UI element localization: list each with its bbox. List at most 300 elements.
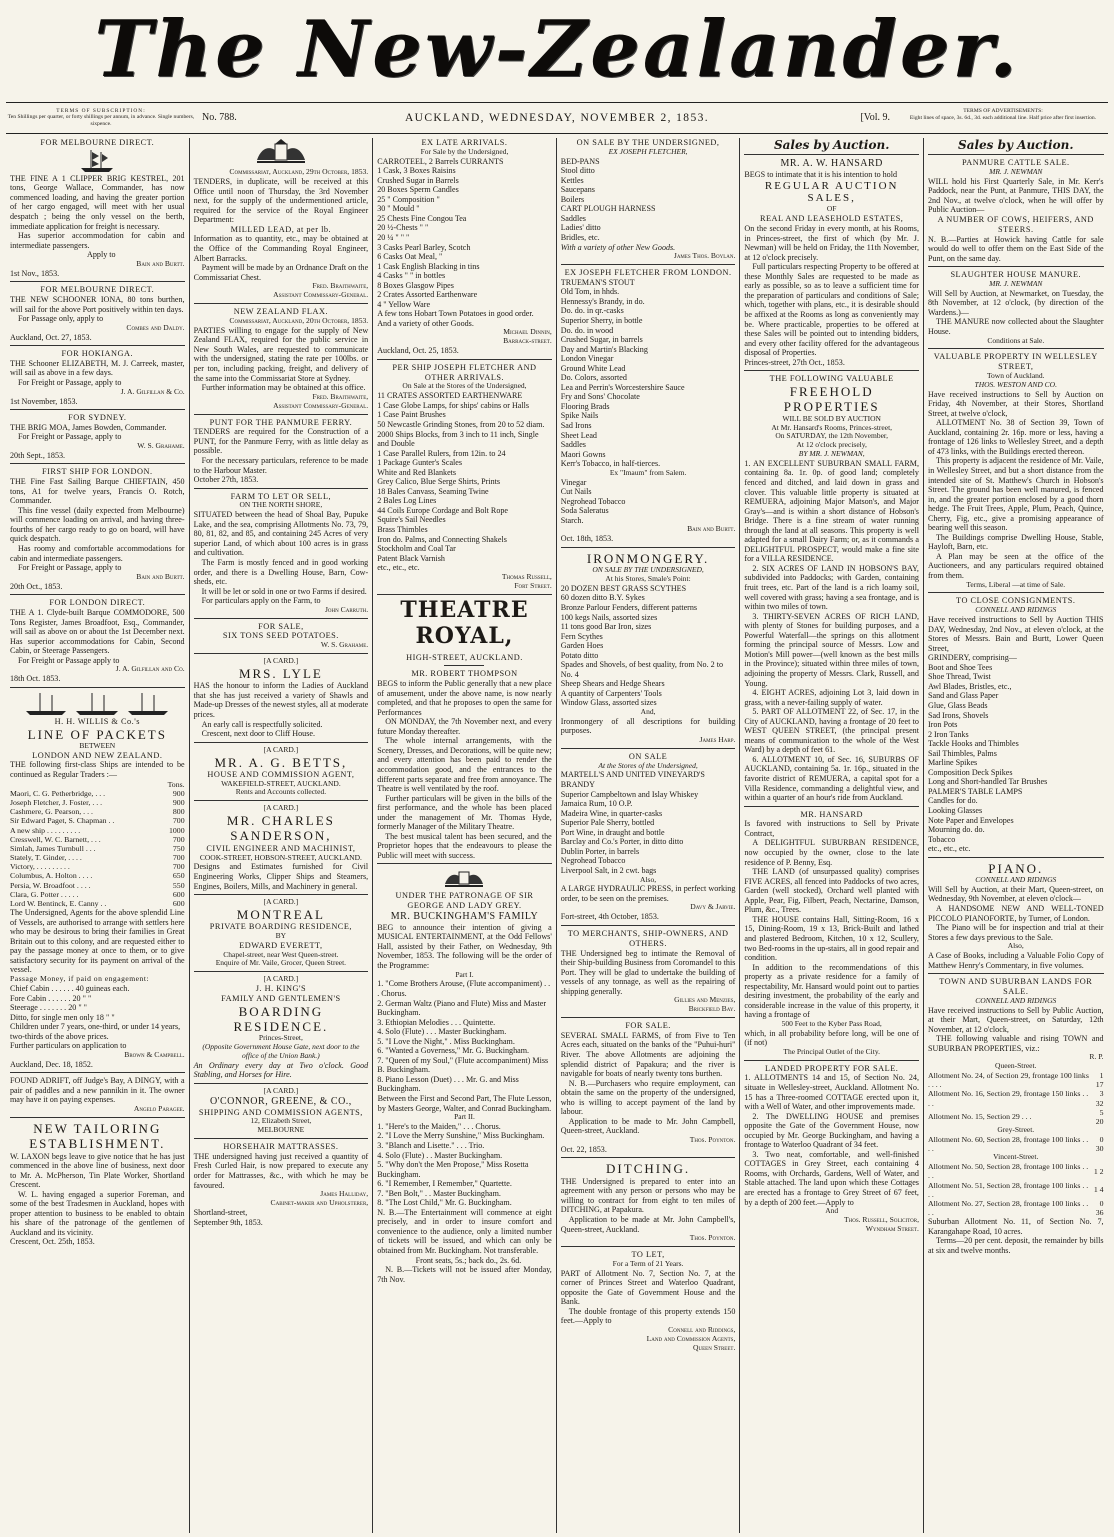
ad-place: Commissariat, Auckland, 20th October, 1853. — [229, 315, 369, 325]
ad-signature: Connell and Riddings, — [668, 1324, 736, 1334]
goods-list — [561, 478, 736, 526]
ad-body: THE NEW SCHOONER IONA, 80 tons burthen, will sail for the above Port positively within ten days. — [10, 294, 185, 314]
columns — [6, 138, 1108, 1533]
divider — [194, 1138, 369, 1139]
section-heading-sales-by-auction: Sales by Auction. — [928, 138, 1104, 155]
ad-piano — [928, 861, 1104, 970]
ad-body: For particulars apply on the Farm, to — [201, 596, 321, 606]
program-interval: Between the First and Second Part, The Flute Lesson, by Masters George, Walter, and Conrad Buckingham. — [377, 1093, 552, 1113]
ad-body: SIX TONS SEED POTATOES. — [222, 631, 339, 641]
ad-signature: James Harp. — [699, 734, 736, 744]
ad-melbourne-iona — [10, 285, 185, 342]
row-label: Allotment No. 16, Section 29, frontage 150 links . . . . — [927, 1089, 1089, 1108]
ad-body: THE HOUSE contains Hall, Sitting-Room, 16 x 15, Dining-Room, 19 x 13, Brick-Built and lathed and plastered Bedroom, Kitchen, 10 x 12, Scullery, two Bed-rooms in the up-stairs, all in good repair and condition. — [744, 914, 919, 963]
goods-item: 4 Casks " " in bottles — [377, 271, 446, 281]
ad-body: THE following valuable and rising TOWN and SUBURBAN PROPERTIES, viz.: — [927, 1034, 1104, 1053]
divider — [377, 863, 552, 864]
ad-signature: Thos. Poynton. — [689, 1233, 736, 1243]
goods-item: Liverpool Salt, in 2 cwt. bags — [560, 865, 657, 875]
column-5 — [740, 138, 924, 1533]
divider — [10, 345, 185, 346]
goods-item: Ground White Lead — [560, 363, 626, 373]
ad-note: With a variety of other New Goods. — [560, 242, 676, 252]
ad-body: Have received instructions to Sell by Auction THIS DAY, Wednesday, 2nd Nov., at eleven o'clock, at the Stores of Messrs. Bain and Burtt, Lower Queen Street, — [927, 615, 1104, 653]
table-row — [10, 890, 185, 899]
ad-body: Application to be made to Mr. John Campbell, Queen-street, Auckland. — [560, 1116, 736, 1136]
row-label: Allotment No. 60, Section 28, frontage 100 links . . . . — [927, 1135, 1089, 1154]
ad-betts — [194, 746, 369, 798]
divider — [928, 266, 1104, 267]
ad-body: A Plan may be seen at the office of the Auctioneers, and any particulars required obtained from them. — [927, 551, 1104, 581]
lot-item: 6. ALLOTMENT 10, of Sec. 16, SUBURBS OF AUCKLAND, containing 5a. 1r. 16p., situated in the favorite district of REMUERA, a capital spot for a Villa Residence, commanding a delightful view, and within a quarter of an hour's ride from Auckland. — [744, 754, 919, 803]
ad-signature: Assistant Commissary-General. — [273, 290, 369, 300]
ad-subheading: At Mr. Hansard's Rooms, Princes-street, — [771, 422, 893, 432]
ad-heading: HORSEHAIR MATTRASSES. — [223, 1142, 339, 1152]
ad-london-commodore — [10, 598, 185, 684]
divider — [744, 806, 919, 807]
ad-subheading: On Sale at the Stores of the Undersigned, — [402, 381, 527, 391]
goods-item: Day and Martin's Blacking — [560, 344, 648, 354]
fare-item: Children under 7 years, one-third, or under 14 years, two-thirds of the above prices. — [10, 1022, 181, 1041]
ad-body: BEGS to intimate that it is his intention to hold — [744, 169, 898, 179]
table-row — [10, 862, 185, 871]
lot-item: 2. The DWELLING HOUSE and premises opposite the Gate of the Government House, now occupied by Mr. George Buckingham, and having a frontage to Waterloo Quadrant of 34 feet. — [744, 1111, 919, 1150]
ad-body: For Freight or Passage apply to — [18, 655, 120, 665]
goods-item: etc., etc., etc. — [927, 844, 971, 854]
card-label: [A CARD.] — [263, 744, 299, 754]
ad-date: Princes-street, 27th Oct., 1853. — [744, 357, 845, 367]
table-row — [928, 1135, 1104, 1153]
ad-london-chieftain — [10, 467, 185, 591]
goods-item: 25 " Composition " — [377, 194, 440, 204]
advertisement-terms-heading: TERMS OF ADVERTISEMENTS: — [963, 108, 1043, 114]
goods-item: Sand and Glass Paper — [927, 691, 999, 701]
ad-body: THE FINE A 1 CLIPPER BRIG KESTREL, 201 tons, George Wallace, Commander, has now commenced loading, and having the greater portion of her cargo engaged, will meet with her usual despatch ; being the only vessel on the berth, immediate application for freight is necessary. — [10, 173, 185, 231]
ad-signature: Bain and Burtt. — [687, 524, 736, 534]
ad-heading: FOR SYDNEY. — [68, 413, 127, 423]
ad-body: W. LAXON begs leave to give notice that he has just commenced in the above line of business, next door to Mr. A. McPherson, Tin Plate Worker, Shortland Crescent. — [10, 1151, 185, 1190]
ad-date: 20th Sept., 1853. — [10, 450, 66, 460]
goods-item: A quantity of Carpenters' Tools — [560, 688, 662, 698]
ad-body: THE Undersigned beg to intimate the Removal of their Ship-building Business from Coromandel to this Port. They will be glad to undertake the building of vessels of any tonnage, as well as the repairing of shipping generally. — [560, 948, 736, 996]
table-row — [10, 871, 185, 880]
ad-body: An Ordinary every day at Two o'clock. Good Stabling, and Horses for Hire. — [193, 1060, 369, 1080]
program-item: 5. "I Love the Night," . Miss Buckingham. — [377, 1036, 515, 1046]
ad-joseph-fletcher-arrivals — [377, 363, 552, 591]
ad-heading: J. H. KING'S — [255, 984, 307, 994]
ad-signature: Bain and Burtt. — [136, 571, 185, 581]
ad-heading: O'CONNOR, GREENE, & CO., — [209, 1095, 352, 1107]
table-row — [10, 807, 185, 816]
ad-body: Have received instructions to Sell by Auction on Friday, 4th November, at their Stores, Shortland Street, at twelve o'clock, — [927, 389, 1104, 418]
divider — [377, 359, 552, 360]
ad-signature: Cabinet-maker and Upholsterer, — [270, 1198, 369, 1208]
ad-heading: FIRST SHIP FOR LONDON. — [42, 467, 153, 477]
goods-item: Sad Irons — [560, 421, 592, 431]
ad-freehold-properties — [744, 374, 919, 802]
ad-prices: Front seats, 5s.; back do., 2s. 6d. — [415, 1255, 522, 1265]
goods-item: 1 Case Parallel Rulers, from 12in. to 24 — [377, 448, 506, 458]
divider — [928, 857, 1104, 858]
row-label: Sir Edward Paget, S. Chapman . . — [10, 816, 115, 826]
ad-subheading: CONNELL AND RIDINGS — [975, 875, 1057, 885]
ad-body: The best musical talent has been secured, and the Proprietor hopes that the endeavours to please the Public will meet with success. — [377, 831, 552, 860]
ad-heading: UNDER THE PATRONAGE OF SIR GEORGE AND LADY GREY. — [395, 891, 534, 911]
row-value: 0 30 — [1095, 1135, 1104, 1154]
ad-milled-lead — [194, 138, 369, 300]
ad-body: THE following first-class Ships are intended to be continued as Regular Traders :— — [10, 760, 185, 780]
divider — [10, 687, 185, 688]
ad-subheading: At his Stores, Smale's Point: — [605, 574, 691, 584]
divider — [194, 653, 369, 654]
ad-signature: Michael Dinnin, — [503, 327, 552, 337]
ad-address: (Opposite Government House Gate, next door to the office of the Union Bank.) — [202, 1042, 360, 1061]
divider — [10, 281, 185, 282]
ad-town-suburban-lands — [928, 977, 1104, 1255]
ad-body: THE Undersigned is prepared to enter into an agreement with any person or persons who may be willing to contract for from eight to ten miles of DITCHING, at Papakura. — [560, 1176, 736, 1215]
ad-body: SEVERAL SMALL FARMS, of from Five to Ten Acres each, situated on the banks of the "Puhui-huri" River. The above Allotments are adjoining the splendid district of Papakura; and the river is navigable for boats of nearly twenty tons burthen. — [560, 1030, 736, 1079]
ad-body: Will Sell by Auction, at Newmarket, on Tuesday, the 8th November, at 12 o'clock, (by direction of the Wardens.)— — [927, 288, 1104, 317]
ad-sydney — [10, 413, 185, 460]
ad-signature: Gillies and Menzies, — [674, 995, 736, 1005]
ad-note: Terms, Liberal —at time of Sale. — [966, 579, 1066, 589]
ad-heading: EX JOSEPH FLETCHER FROM LONDON. — [564, 268, 732, 278]
row-value: 650 — [172, 871, 185, 881]
ad-signature: W. S. Grahame. — [320, 640, 369, 650]
goods-item: Madeira Wine, in quarter-casks — [560, 808, 663, 818]
ad-owner: H. H. WILLIS & Co.'s — [54, 716, 140, 726]
divider — [928, 348, 1104, 349]
ad-body: For Freight or Passage, apply to — [18, 432, 122, 442]
program-list — [377, 1122, 552, 1208]
street-heading: Queen-Street. — [995, 1061, 1037, 1071]
row-value: 1 4 — [1093, 1185, 1104, 1195]
ad-body: Further information may be obtained at this office. — [201, 383, 366, 393]
ad-signature: Brown & Campbell. — [124, 1049, 185, 1059]
ad-body: A HANDSOME NEW AND WELL-TONED PICCOLO PIANOFORTE, by Turner, of London. — [927, 903, 1104, 923]
ad-heading: PIANO. — [988, 860, 1044, 876]
ad-subheading: For a Term of 21 Years. — [612, 1258, 684, 1268]
ad-note: Conditions at Sale. — [987, 335, 1045, 345]
goods-item: Composition Deck Spikes — [927, 767, 1013, 777]
ad-subheading: WILL BE SOLD BY AUCTION — [782, 413, 881, 423]
ad-body: THE undersigned having just received a quantity of Fresh Curled Hair, is now prepared to execute any order for Mattrasses, &c., with which he may be favoured. — [193, 1151, 369, 1190]
ad-signature: Fred. Braithwaite, — [312, 281, 369, 291]
ad-subheading: REAL AND LEASEHOLD ESTATES, — [759, 214, 904, 224]
ad-body: For the necessary particulars, reference to be made to the Harbour Master. — [193, 456, 369, 475]
ad-subheading: CONNELL AND RIDINGS — [975, 605, 1057, 615]
ad-address: MELBOURNE — [257, 1125, 305, 1135]
goods-item: 100 kegs Nails, assorted sizes — [560, 612, 658, 622]
ad-body: THE BRIG MOA, James Bowden, Commander. — [10, 422, 167, 432]
ad-body: SITUATED between the head of Shoal Bay, Pupuke Lake, and the sea, comprising Allotments No. 73, 79, 80, 81, 82, and 85, and containing 245 Acres of very superior Land, of which about 100 acres is in grass and cultivation. — [193, 510, 369, 558]
table-row — [10, 853, 185, 862]
ad-heading: MR. A. G. BETTS, — [214, 754, 348, 770]
divider — [194, 488, 369, 489]
goods-item: Iron do. Palms, and Connecting Shakels — [377, 534, 507, 544]
lots-list — [744, 459, 919, 803]
goods-item: Note Paper and Envelopes — [927, 815, 1014, 825]
row-value: 550 — [172, 880, 185, 890]
street-heading: Grey-Street. — [997, 1125, 1035, 1135]
goods-item: Garden Hoes — [560, 641, 604, 651]
program-item: 1. "Here's to the Maiden," . . . Chorus. — [377, 1121, 501, 1131]
ad-subheading: For Sale by the Undersigned, — [420, 146, 509, 156]
ad-wellesley-property — [928, 352, 1104, 589]
ad-date: Auckland, Dec. 18, 1852. — [10, 1059, 93, 1069]
ad-body: Application to be made at Mr. John Campbell's, Queen-street, Auckland. — [560, 1214, 736, 1234]
issue-number: No. 788. — [202, 112, 237, 123]
goods-item: Stool ditto — [560, 166, 595, 176]
program-part: Part I. — [455, 969, 474, 979]
ad-montreal — [194, 898, 369, 968]
ad-body: Information as to quantity, etc., may be obtained at the Office of the Commanding Royal Engineer, Albert Barracks. — [193, 234, 369, 263]
goods-item: Spike Nails — [560, 411, 599, 421]
goods-item: Bronze Parlour Fenders, different patterns — [560, 602, 698, 612]
ad-heading: PER SHIP JOSEPH FLETCHER AND OTHER ARRIVALS. — [392, 362, 537, 382]
goods-item: Cut Nails — [560, 487, 592, 497]
ad-signature: Barrack-street. — [503, 336, 552, 346]
ad-body: Designs and Estimates furnished for Civil Engineering Works, Clipper Ships and Steamers, Engines, Boilers, Mills, and Machinery in general. — [193, 862, 369, 891]
goods-item: Dublin Porter, in barrels — [560, 846, 640, 856]
ad-body: On the second Friday in every month, at his Rooms, in Princes-street, the first of which (by Mr. J. Newman) will be held on Friday, the 11th November, at 12 o'clock precisely. — [744, 224, 919, 262]
goods-item: Saddles — [560, 440, 586, 450]
ad-subheading: CIVIL ENGINEER AND MACHINIST, — [206, 843, 356, 853]
row-value: 1 2 — [1093, 1166, 1104, 1176]
goods-item: Starch. — [560, 515, 584, 525]
lot-item: 1. ALLOTMENTS 14 and 15, of Section No. 24, situate in Wellesley-street, Auckland. Allotment No. 15 has a Three-roomed COTTAGE erected upon it, with a Well of Water, and other improvements made. — [744, 1073, 919, 1112]
goods-item: 1 Case Paint Brushes — [377, 410, 446, 420]
ad-signature: W. S. Grahame. — [137, 440, 185, 450]
goods-item: And a variety of other Goods. — [377, 318, 474, 328]
column-2 — [190, 138, 374, 1533]
royal-crest-icon — [253, 138, 309, 166]
goods-item: 3 Casks Pearl Barley, Scotch — [377, 242, 471, 252]
advertisement-terms-text: Eight lines of space, 3s. 6d., 3d. each additional line. Half price after first insertion. — [909, 114, 1097, 121]
goods-item: Old Tom, in hhds. — [560, 287, 620, 297]
ad-signature: Davy & Jarvie. — [690, 902, 736, 912]
goods-item: 2 Bales Log Lines — [377, 496, 437, 506]
goods-item: 2000 Ships Blocks, from 3 inch to 11 inch, Single and Double — [377, 429, 539, 449]
ad-heading: FOR MELBOURNE DIRECT. — [40, 285, 155, 295]
ad-signature: Fort Street. — [514, 580, 552, 590]
divider — [10, 1072, 185, 1073]
goods-item: 50 Newcastle Grinding Stones, from 20 to 52 diam. — [377, 419, 545, 429]
ad-body: THE MANURE now collected about the Slaughter House. — [927, 317, 1104, 336]
divider — [194, 303, 369, 304]
goods-item: Spades and Shovels, of best quality, from No. 2 to No. 4 — [560, 660, 724, 679]
ad-body: TENDERS are required for the Construction of a PUNT, for the Panmure Ferry, with as little delay as possible. — [193, 427, 369, 456]
ad-ditching — [561, 1161, 736, 1243]
ad-ironmongery — [561, 551, 736, 745]
goods-item: Crushed Sugar, in barrels — [560, 335, 643, 345]
column-1 — [6, 138, 190, 1533]
goods-item: 6 Casks Oat Meal, " — [377, 252, 443, 262]
lot-item: 3. THIRTY-SEVEN ACRES OF RICH LAND, with plenty of Stones for building purposes, and a Powerful Waterfall—the springs on this allotment forming the principal source of Messrs. Low and Motion's Mill power—(well known as the best mills in the Province); situated within three miles of town, adjoining the property of Messrs. Clark, Russell, and Young. — [744, 611, 919, 688]
goods-item: Superior Campbeltown and Islay Whiskey — [560, 789, 699, 799]
ad-address: WAKEFIELD-STREET, AUCKLAND. — [221, 778, 341, 788]
card-label: [A CARD.] — [263, 1086, 299, 1096]
divider — [10, 409, 185, 410]
divider — [744, 370, 919, 371]
allotments-table — [928, 1135, 1104, 1153]
ad-date: Oct. 22, 1853. — [560, 1144, 607, 1154]
ad-subheading: The Principal Outlet of the City. — [783, 1046, 880, 1056]
ad-date: 1st Nov., 1853. — [10, 268, 60, 278]
ad-body: BEGS to inform the Public generally that a new place of amusement, under the above name, is now nearly completed, and that he proposes to open the same for Performances — [377, 679, 552, 717]
goods-item: CART PLOUGH HARNESS — [560, 204, 656, 214]
goods-item: 1 Package Gunter's Scales — [377, 458, 463, 468]
row-label: Clara, G. Potter . . . . . — [10, 889, 79, 899]
ad-also: Also, — [1007, 941, 1024, 951]
ad-body: THE A 1. Clyde-built Barque COMMODORE, 500 Tons Register, James Broadfoot, Esq., Commander, will sail as above on or about the 1st December next. Has superior accommodations for Cabin, Second Cabin, or Steerage Passengers. — [10, 607, 185, 656]
goods-item: Jamaica Rum, 10 O.P. — [560, 799, 633, 809]
goods-item: TRUEMAN'S STOUT — [560, 277, 635, 287]
ad-heading: IRONMONGERY. — [586, 550, 710, 566]
ad-heading: SLAUGHTER HOUSE MANURE. — [950, 270, 1082, 280]
table-row — [928, 1162, 1104, 1180]
row-value: 1000 — [169, 825, 185, 835]
ad-subheading: At 12 o'clock precisely, — [796, 440, 867, 450]
ad-heading: THE FOLLOWING VALUABLE — [769, 374, 894, 384]
ad-heading: FARM TO LET OR SELL, — [230, 491, 332, 501]
ad-body: Enquire of Mr. Vaile, Grocer, Queen Street. — [215, 958, 347, 968]
ad-body: This property is adjacent the residence of Mr. Vaile, in Wellesley Street, and but a short distance from the intended site of St. Matthew's Church in Hobson's Street. The ground has been well manured, is fenced in, and the greater portion enclosed by a good thorn hedge. The Fruit Trees, Apple, Plum, Peach, Quince, Cherry, Fig, etc., give a promising appearance of bearing well this season. — [927, 456, 1104, 533]
goods-item: CARROTEEL, 2 Barrels CURRANTS — [377, 156, 504, 166]
goods-item: Shoe Thread, Twist — [927, 672, 991, 682]
program-item: 6. "I Remember, I Remember," Quartette. — [377, 1179, 512, 1189]
goods-item: Superior Sherry, in bottle — [560, 316, 643, 326]
fares-list — [10, 984, 185, 1041]
divider — [194, 414, 369, 415]
ad-bed-pans — [561, 138, 736, 261]
ad-name: MR. ROBERT THOMPSON — [411, 669, 518, 679]
street-heading: Vincent-Street. — [993, 1152, 1039, 1162]
program-item: 2. "I Love the Merry Sunshine," Miss Buckingham. — [377, 1131, 545, 1141]
ad-signature: J. A. Gilfillan & Co. — [120, 386, 185, 396]
ad-body: THE LAND (of unsurpassed quality) comprises FIVE ACRES, all fenced into Paddocks of two acres, Garden (well stocked), Orchard well planted with Apple, Pear, Fig, Filbert, Peach, Nectarine, Damson, Plum, &c., Trees. — [744, 867, 919, 915]
divider — [194, 971, 369, 972]
row-value: 700 — [172, 853, 185, 863]
goods-item: 11 CRATES ASSORTED EARTHENWARE — [377, 391, 523, 401]
ad-mattrasses — [194, 1142, 369, 1227]
ad-heading: MR. CHARLES SANDERSON, — [226, 813, 335, 844]
table-row — [10, 798, 185, 807]
ad-body: For Freight or Passage, apply to — [18, 378, 122, 387]
ad-landed-property — [744, 1064, 919, 1234]
program-item: 6. "Wanted a Governess," Mr. G. Buckingham. — [377, 1046, 530, 1056]
ad-heading: NEW ZEALAND FLAX. — [233, 307, 329, 317]
ad-heading: VALUABLE PROPERTY IN WELLESLEY STREET, — [933, 352, 1098, 372]
ad-body: An early call is respectfully solicited. — [201, 719, 323, 729]
ad-address: 12, Elizabeth Street, — [250, 1116, 312, 1126]
table-row — [928, 1181, 1104, 1199]
ad-body: Has roomy and comfortable accommodations for cabin and intermediate passengers. — [10, 544, 185, 563]
allotments-table — [928, 1071, 1104, 1126]
program-part: Part II. — [454, 1112, 475, 1122]
ad-found-adrift — [10, 1076, 185, 1114]
goods-item: 20 DOZEN BEST GRASS SCYTHES — [560, 583, 687, 593]
short-divider — [444, 665, 484, 666]
divider — [561, 925, 736, 926]
ad-body: Have received instructions to Sell by Public Auction, at their Mart, Queen-street, on Saturday, 12th November, at 12 o'clock, — [927, 1005, 1104, 1034]
row-value: 700 — [172, 862, 185, 872]
ad-date: Auckland, Oct. 27, 1853. — [10, 332, 92, 342]
goods-list — [377, 391, 552, 572]
ad-heading: MRS. LYLE — [238, 666, 323, 682]
goods-item: Port Wine, in draught and bottle — [560, 827, 665, 837]
divider — [194, 618, 369, 619]
goods-item: Boot and Shoe Tees — [927, 662, 993, 672]
ad-buckingham-family — [377, 867, 552, 1284]
goods-item: Fern Scythes — [560, 631, 603, 641]
divider — [10, 463, 185, 464]
program-item: 7. "Ben Bolt," . . Master Buckingham. — [377, 1188, 501, 1198]
goods-item: etc., etc., etc. — [377, 563, 420, 573]
ad-note: N. B.—The Entertainment will commence at eight precisely, and in order to insure comfort and convenience to the audience, only a limited number of tickets will be issued, and which can only be obtained from Mr. Buckingham. Not transferable. — [377, 1207, 552, 1256]
rp-header: R. P. — [1089, 1052, 1104, 1062]
ad-note: N. B.—Tickets will not be issued after Monday, 7th Nov. — [377, 1265, 552, 1284]
ad-hansard-private-contract — [744, 810, 919, 1057]
ad-hokianga — [10, 349, 185, 406]
ad-date: October 27th, 1853. — [193, 475, 259, 485]
ad-body: PART of Allotment No. 7, Section No. 7, at the corner of Princes Street and Waterloo Quadrant, opposite the Gate of Government House and the Bank. — [560, 1268, 736, 1307]
ad-body: THE Schooner ELIZABETH, M. J. Carreek, master, will sail as above in a few days. — [10, 358, 185, 378]
ad-heading: PANMURE CATTLE SALE. — [961, 158, 1070, 168]
ad-subheading: FAMILY AND GENTLEMEN'S — [221, 993, 341, 1003]
ad-body: For Freight or Passage, apply to — [18, 563, 122, 573]
ad-signature: Fred. Braithwaite, — [312, 391, 369, 401]
goods-item: 20 ¼ " " " — [377, 233, 410, 242]
row-label: Allotment No. 51, Section 28, frontage 100 links . . . . — [927, 1180, 1089, 1199]
row-value: 800 — [172, 807, 185, 817]
royal-crest-icon — [442, 867, 486, 889]
ad-and: And, — [640, 706, 656, 716]
allotments-table — [928, 1162, 1104, 1217]
ad-heading: ON SALE — [628, 751, 668, 761]
goods-list — [561, 157, 736, 243]
goods-item: Hennessy's Brandy, in do. — [560, 296, 645, 306]
ad-body: PARTIES willing to engage for the supply of New Zealand FLAX, required for the public service in New South Wales, are requested to communicate with the undersigned, stating the rate per 100lbs. or per ton, including packing, freight, and delivery of the same into the Commissariat Store at Sydney. — [193, 325, 369, 383]
divider — [561, 1246, 736, 1247]
row-label: Allotment No. 50, Section 28, frontage 100 links . . . . — [927, 1162, 1089, 1181]
ad-date: 18th Oct. 1853. — [10, 674, 61, 684]
divider — [928, 973, 1104, 974]
ad-ship-owners — [561, 929, 736, 1014]
row-label: Lord W. Bentinck, E. Canny . . — [10, 899, 107, 908]
goods-item: Looking Glasses — [927, 805, 983, 815]
goods-item: White and Red Blankets — [377, 467, 457, 477]
ad-body: Further particulars on application to — [10, 1041, 127, 1051]
goods-item: Negrohead Tobacco — [560, 496, 626, 506]
goods-item: 8 Boxes Glasgow Pipes — [377, 280, 454, 290]
dateline-rule — [6, 133, 1108, 134]
ad-theatre-royal — [377, 598, 552, 861]
divider — [10, 1117, 185, 1118]
goods-item: Window Glass, assorted sizes — [560, 698, 657, 708]
ad-address: COOK-STREET, HOBSON-STREET, AUCKLAND. — [199, 852, 362, 862]
ad-apply: Apply to — [87, 250, 116, 260]
ad-heading: FOR SALE, — [258, 621, 304, 631]
ad-body: ON MONDAY, the 7th November next, and every future Monday thereafter. — [377, 717, 552, 736]
goods-item: Glue, Glass Beads — [927, 700, 988, 710]
divider — [744, 1060, 919, 1061]
ad-date: Crescent, Oct. 25th, 1853. — [10, 1237, 95, 1247]
ad-subheading: MR. J. NEWMAN — [989, 166, 1043, 176]
goods-item: Barclay and Co.'s Porter, in ditto ditto — [560, 837, 684, 847]
goods-item: Stockholm and Coal Tar — [377, 544, 456, 554]
ad-address: Crescent, next door to Cliff House. — [201, 729, 315, 739]
